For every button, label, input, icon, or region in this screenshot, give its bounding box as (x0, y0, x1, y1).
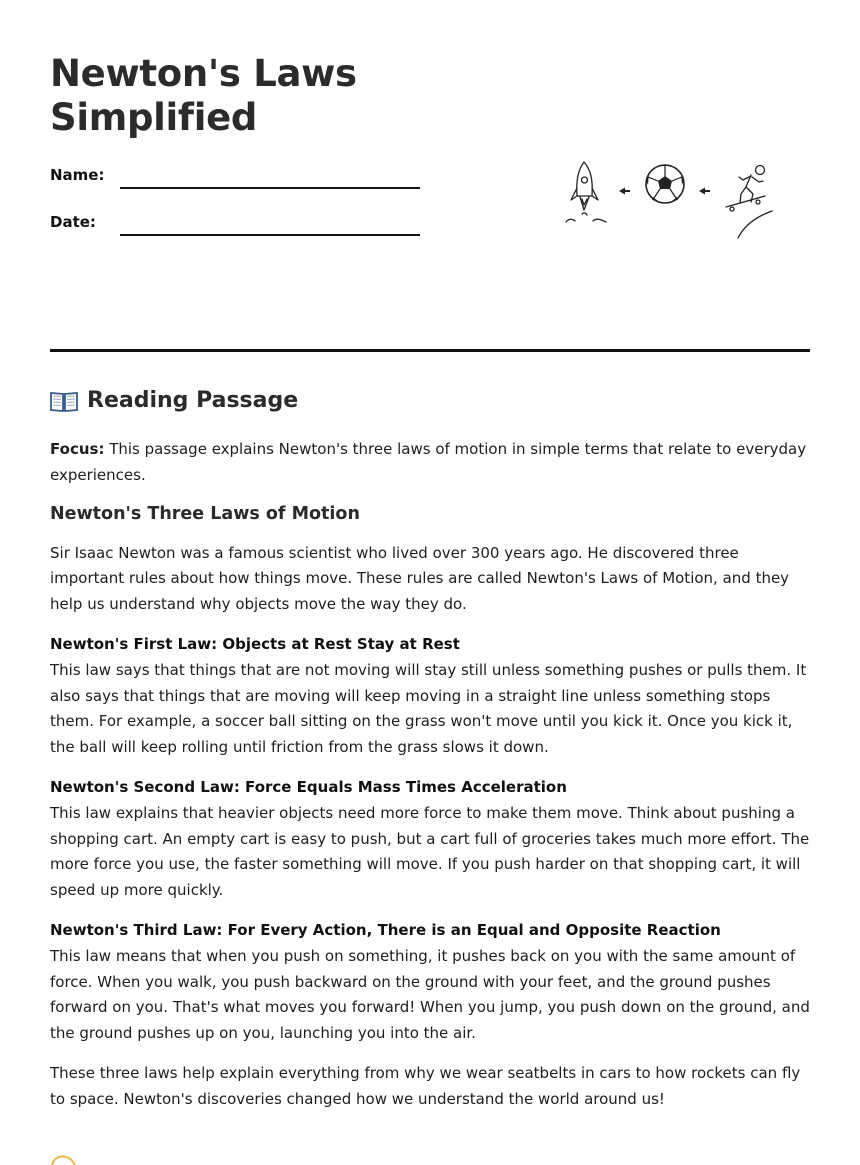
law-title: Newton's First Law: Objects at Rest Stay at Rest (50, 634, 460, 653)
focus-statement (50, 437, 810, 489)
open-book-icon (50, 389, 78, 413)
passage-content (50, 437, 810, 1127)
law-block (50, 632, 810, 761)
focus-label: Focus: (50, 440, 105, 458)
name-field[interactable] (120, 187, 420, 189)
arrow-left-icon (619, 188, 630, 195)
conclusion-paragraph: These three laws help explain everything from why we wear seatbelts in cars to how rockets can fly to space. Newton's discoveries changed how we understand the world around us! (50, 1063, 801, 1108)
law-text: This law explains that heavier objects need more force to make them move. Think about pushing a shopping cart. An empty cart is easy to push, but a cart full of groceries takes much more effort. The more force you use, the faster something will move. If you push harder on that shopping cart, it will speed up more quickly. (50, 803, 810, 900)
law-text: This law says that things that are not moving will stay still unless something pushes or pulls them. It also says that things that are moving will keep moving in a straight line unless something stops them. For example, a soccer ball sitting on the grass won't move until you kick it. Once you kick it, the ball will keep rolling until friction from the grass slows it down. (50, 660, 807, 757)
law-title: Newton's Third Law: For Every Action, There is an Equal and Opposite Reaction (50, 920, 721, 939)
law-block (50, 918, 810, 1047)
intro-paragraph: Sir Isaac Newton was a famous scientist who lived over 300 years ago. He discovered three important rules about how things move. These rules are called Newton's Laws of Motion, and they help us understand why objects move the way they do. (50, 543, 790, 614)
title-line-2: Simplified (50, 96, 258, 139)
illustration (560, 158, 780, 240)
name-label: Name: (50, 166, 105, 184)
date-field[interactable] (120, 234, 420, 236)
passage-subheading: Newton's Three Laws of Motion (50, 503, 360, 524)
soccer-ball-icon (646, 165, 684, 203)
worksheet-title (50, 52, 357, 140)
date-label: Date: (50, 213, 96, 231)
divider (50, 349, 810, 352)
law-text: This law means that when you push on something, it pushes back on you with the same amount of force. When you walk, you push backward on the ground with your feet, and the ground pushes forward on you. That's what moves you forward! When you jump, you push down on the ground, and the ground pushes up on you, launching you into the air. (50, 946, 810, 1043)
rocket-icon (566, 162, 606, 222)
partial-emoji-icon (50, 1155, 78, 1165)
law-title: Newton's Second Law: Force Equals Mass Times Acceleration (50, 777, 567, 796)
focus-text: This passage explains Newton's three laws of motion in simple terms that relate to everyday experiences. (50, 440, 807, 484)
law-block (50, 775, 810, 904)
arrow-left-icon (699, 188, 710, 195)
section-heading-text: Reading Passage (87, 388, 299, 413)
section-heading (50, 388, 298, 413)
skateboarder-icon (726, 166, 772, 239)
title-line-1: Newton's Laws (50, 52, 357, 95)
